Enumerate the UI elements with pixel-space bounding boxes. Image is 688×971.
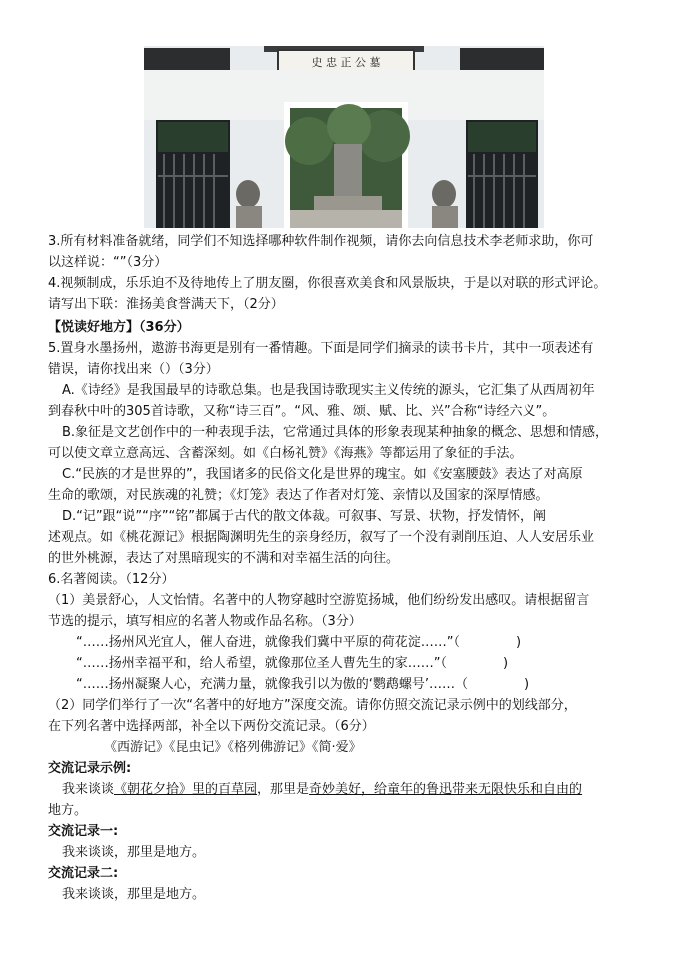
q5-option-d-3: 的世外桃源，表达了对黑暗现实的不满和对幸福生活的向往。 xyxy=(48,551,400,566)
q4-line-2: 请写出下联：淮扬美食誉满天下，（2分） xyxy=(48,297,284,312)
q6-quote-3: “……扬州凝聚人心，充满力量，就像我引以为傲的‘鹦鹉螺号’……（ ) xyxy=(76,677,530,692)
record-1-title: 交流记录一: xyxy=(48,824,119,839)
q6-part1-1: （1）美景舒心，人文怡情。名著中的人物穿越时空游览扬城，他们纷纷发出感叹。请根据留言 xyxy=(48,593,590,608)
q6-part2-2: 在下列名著中选择两部，补全以下两份交流记录。（6分） xyxy=(48,719,375,734)
q5-option-d-2: 述观点。如《桃花源记》根据陶渊明先生的亲身经历，叙写了一个没有剥削压迫、人人安居乐业 xyxy=(48,530,595,545)
q5-option-c-1: C.“民族的才是世界的”，我国诸多的民俗文化是世界的瑰宝。如《安塞腰鼓》表达了对高原 xyxy=(62,467,583,482)
q5-intro-2: 错误，请你找出来（）（3分） xyxy=(48,362,219,377)
q3-line-2: 以这样说：“”（3分） xyxy=(48,255,168,270)
example-record-end: 地方。 xyxy=(48,803,88,818)
q6-part1-2: 节选的提示，填写相应的名著人物或作品名称。（3分） xyxy=(48,614,362,629)
q5-option-c-2: 生命的歌颂，对民族魂的礼赞；《灯笼》表达了作者对灯笼、亲情以及国家的深厚情感。 xyxy=(48,488,549,503)
q5-option-b-2: 可以使文章立意高远、含蓄深刻。如《白杨礼赞》《海燕》等都运用了象征的手法。 xyxy=(48,446,523,461)
record-1-text: 我来谈谈，那里是地方。 xyxy=(62,845,206,860)
q5-option-a-2: 到春秋中叶的305首诗歌，又称“诗三百”。“风、雅、颂、赋、比、兴”合称“诗经六义”。 xyxy=(48,404,556,419)
document-body xyxy=(48,231,648,905)
q6-quote-1: “……扬州风光宜人，催人奋进，就像我们冀中平原的荷花淀……”（ ) xyxy=(76,635,522,650)
q5-option-a-1: A.《诗经》是我国最早的诗歌总集。也是我国诗歌现实主义传统的源头，它汇集了从西周初年 xyxy=(62,383,595,398)
example-record-line: 我来谈谈《朝花夕拾》里的百草园，那里是奇妙美好，给童年的鲁迅带来无限快乐和自由的 xyxy=(62,782,583,797)
q4-line-1: 4.视频制成，乐乐迫不及待地传上了朋友圈，你很喜欢美食和风景版块，于是以对联的形式评论。 xyxy=(48,276,607,291)
q6-book-list: 《西游记》《昆虫记》《格列佛游记》《简·爱》 xyxy=(104,740,362,755)
q6-title: 6.名著阅读。（12分） xyxy=(48,572,175,587)
section-title: 【悦读好地方】（36分） xyxy=(48,320,190,335)
q6-part2-1: （2）同学们举行了一次“名著中的好地方”深度交流。请你仿照交流记录示例中的划线部分， xyxy=(48,698,577,713)
record-2-title: 交流记录二: xyxy=(48,866,119,881)
q5-option-d-1: D.“记”跟“说”“序”“铭”都属于古代的散文体裁。可叙事、写景、状物，抒发情怀，阐 xyxy=(62,509,547,524)
record-2-text: 我来谈谈，那里是地方。 xyxy=(62,887,206,902)
q5-option-b-1: B.象征是文艺创作中的一种表现手法，它常通过具体的形象表现某种抽象的概念、思想和情感， xyxy=(62,425,609,440)
q5-intro-1: 5.置身水墨扬州，遨游书海更是别有一番情趣。下面是同学们摘录的读书卡片，其中一项表述有 xyxy=(48,341,594,356)
plaque-text: 史 忠 正 公 墓 xyxy=(311,56,381,69)
example-record-title: 交流记录示例: xyxy=(48,761,132,776)
memorial-gate-illustration xyxy=(144,46,544,228)
memorial-gate-photo xyxy=(144,46,544,228)
q6-quote-2: “……扬州幸福平和，给人希望，就像那位圣人曹先生的家……”（ ) xyxy=(76,656,509,671)
q3-line-1: 3.所有材料准备就绪，同学们不知选择哪种软件制作视频，请你去向信息技术李老师求助，你可 xyxy=(48,234,594,249)
